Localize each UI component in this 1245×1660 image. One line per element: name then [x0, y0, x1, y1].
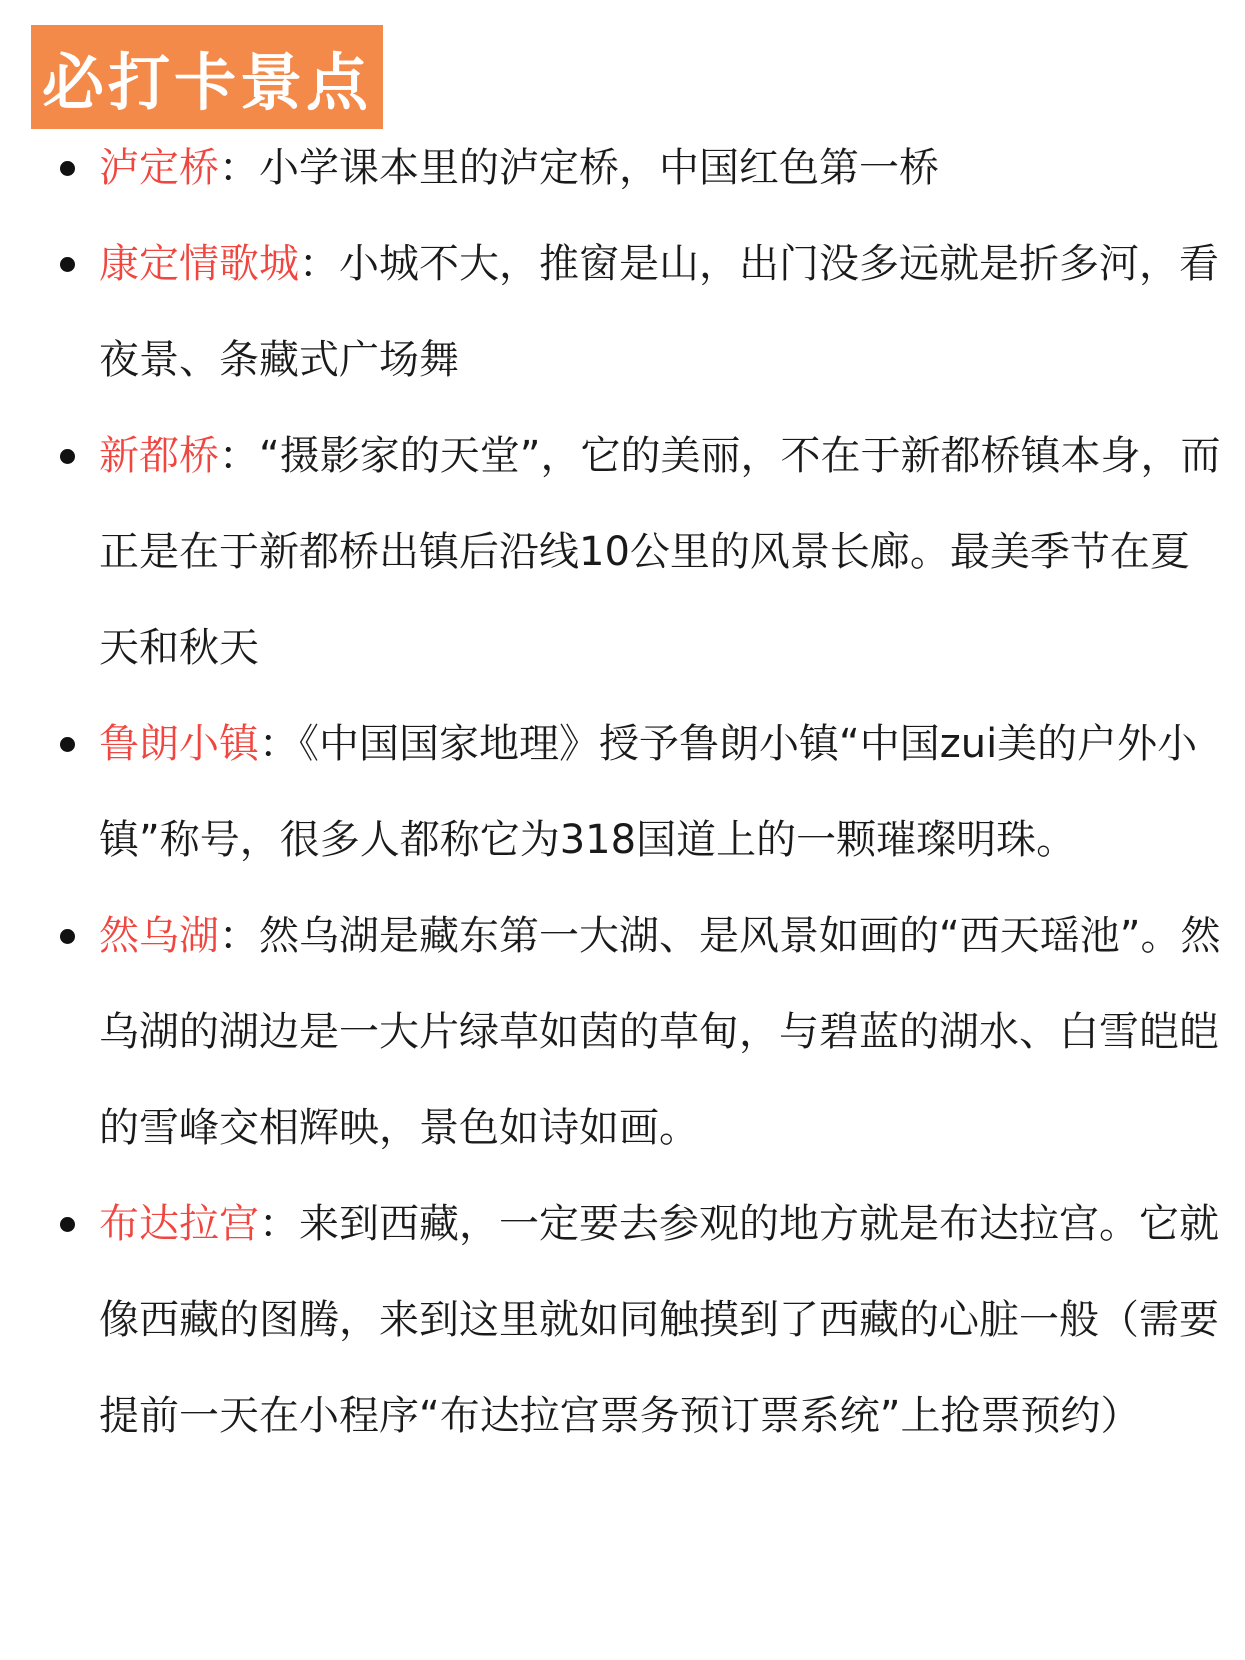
- spot-description: 小城不大，推窗是山，出门没多远就是折多河，看夜景、条藏式广场舞: [99, 241, 1219, 383]
- bullet-icon: [60, 257, 75, 272]
- bullet-icon: [60, 1217, 75, 1232]
- spot-name: 然乌湖: [99, 913, 219, 959]
- spot-separator: ：: [299, 241, 339, 287]
- spot-name: 鲁朗小镇: [99, 721, 259, 767]
- spot-separator: ：: [219, 145, 259, 191]
- spot-separator: ：: [259, 721, 299, 767]
- list-item: [0, 696, 1245, 888]
- spot-separator: ：: [219, 433, 259, 479]
- list-item: [0, 216, 1245, 408]
- spot-name: 布达拉宫: [99, 1201, 259, 1247]
- spot-description: 《中国国家地理》授予鲁朗小镇“中国zui美的户外小镇”称号，很多人都称它为318国道上的一颗璀璨明珠。: [99, 721, 1198, 863]
- list-item: [0, 888, 1245, 1176]
- list-item: [0, 120, 1245, 216]
- page-title: 必打卡景点: [41, 45, 372, 119]
- list-item: [0, 1176, 1245, 1464]
- bullet-icon: [60, 737, 75, 752]
- bullet-icon: [60, 929, 75, 944]
- spot-separator: ：: [219, 913, 259, 959]
- spot-name: 泸定桥: [99, 145, 219, 191]
- spot-description: 来到西藏，一定要去参观的地方就是布达拉宫。它就像西藏的图腾，来到这里就如同触摸到了西藏的心脏一般（需要提前一天在小程序“布达拉宫票务预订票系统”上抢票预约）: [99, 1201, 1219, 1439]
- spot-description: 小学课本里的泸定桥，中国红色第一桥: [259, 145, 939, 191]
- spot-name: 康定情歌城: [99, 241, 299, 287]
- bullet-icon: [60, 161, 75, 176]
- bullet-icon: [60, 449, 75, 464]
- spot-separator: ：: [259, 1201, 299, 1247]
- title-badge: [31, 25, 383, 129]
- spot-description: “摄影家的天堂”，它的美丽，不在于新都桥镇本身，而正是在于新都桥出镇后沿线10公里的风景长廊。最美季节在夏天和秋天: [99, 433, 1221, 671]
- spot-description: 然乌湖是藏东第一大湖、是风景如画的“西天瑶池”。然乌湖的湖边是一大片绿草如茵的草甸，与碧蓝的湖水、白雪皑皑的雪峰交相辉映，景色如诗如画。: [99, 913, 1221, 1151]
- spot-name: 新都桥: [99, 433, 219, 479]
- spot-list: [0, 120, 1245, 1464]
- list-item: [0, 408, 1245, 696]
